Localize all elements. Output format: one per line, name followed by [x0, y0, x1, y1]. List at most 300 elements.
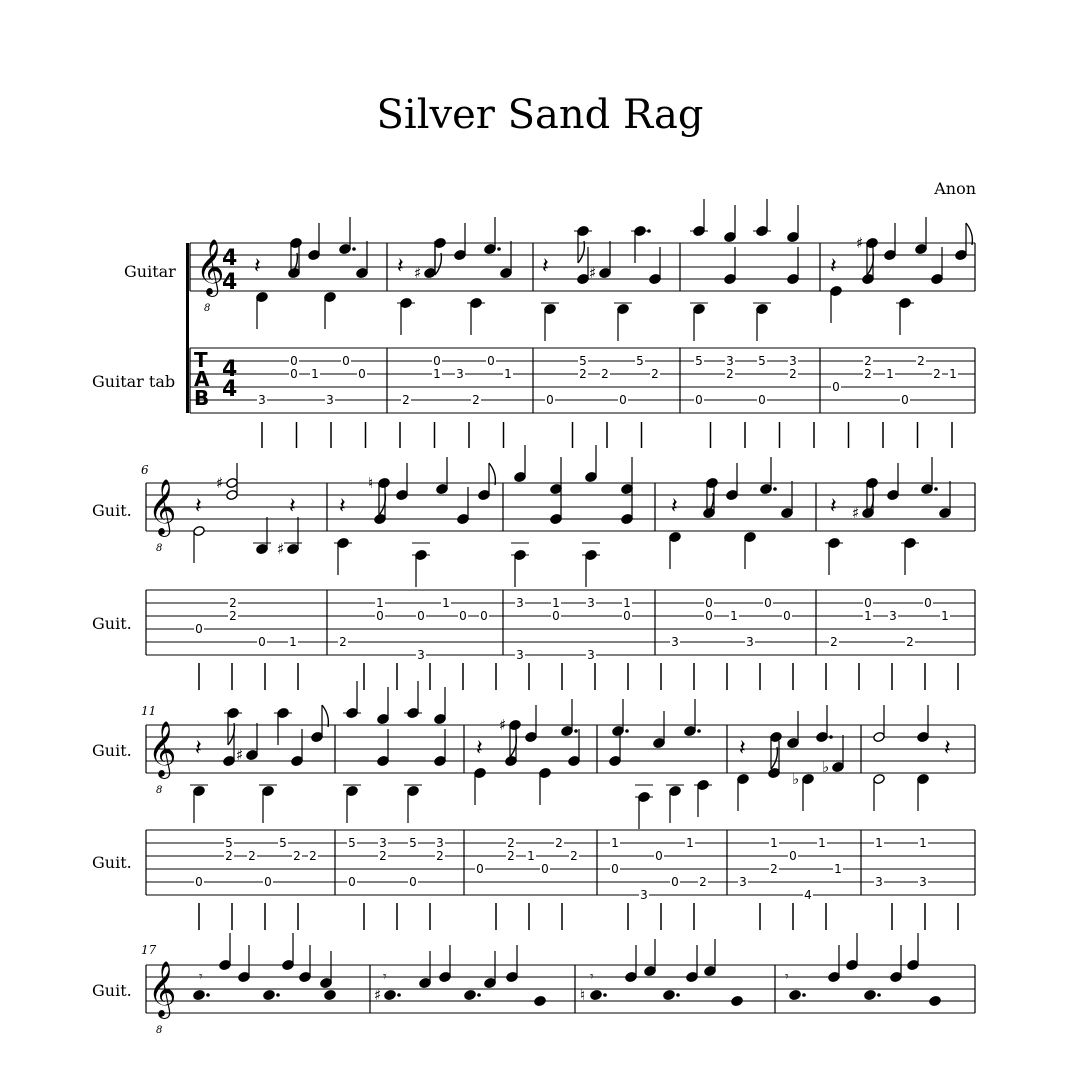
- tab-fret-number: 5: [225, 836, 233, 850]
- tab-fret-number: 3: [436, 836, 444, 850]
- tab-fret-number: 1: [289, 635, 297, 649]
- time-sig-bottom: 4: [222, 270, 238, 295]
- notehead: [787, 273, 800, 284]
- tab-instrument-name-full: Guitar tab: [92, 372, 176, 391]
- notehead: [873, 731, 886, 742]
- notehead: [724, 231, 737, 242]
- tab-fret-number: 5: [695, 354, 703, 368]
- notehead: [787, 231, 800, 242]
- notehead: [378, 477, 391, 488]
- eighth-rest-icon: 𝄾: [785, 969, 789, 985]
- note-flag: [771, 747, 777, 769]
- notehead: [585, 471, 598, 482]
- tab-fret-number: 0: [290, 367, 298, 381]
- tab-fret-number: 2: [570, 849, 578, 863]
- tab-fret-number: 2: [225, 849, 233, 863]
- notehead: [346, 785, 359, 796]
- notehead: [663, 989, 676, 1000]
- notehead: [612, 725, 625, 736]
- tab-fret-number: 0: [480, 609, 488, 623]
- quarter-rest-icon: 𝄽: [671, 494, 678, 519]
- notehead: [649, 273, 662, 284]
- tab-fret-number: 0: [864, 596, 872, 610]
- notehead: [478, 489, 491, 500]
- notehead: [262, 785, 275, 796]
- notehead: [320, 977, 333, 988]
- staves-layer: [146, 239, 975, 1036]
- tab-fret-number: 1: [875, 836, 883, 850]
- notehead: [830, 285, 843, 296]
- clef-octave-mark: 8: [156, 543, 163, 554]
- notehead: [226, 489, 239, 500]
- instrument-name-short-2: Guit.: [92, 501, 132, 520]
- augmentation-dot: [352, 247, 356, 251]
- tab-fret-number: 0: [758, 393, 766, 407]
- notehead: [384, 989, 397, 1000]
- notehead: [419, 977, 432, 988]
- tab-fret-number: 0: [655, 849, 663, 863]
- tab-fret-number: 1: [864, 609, 872, 623]
- notehead: [324, 989, 337, 1000]
- notehead: [299, 971, 312, 982]
- quarter-rest-icon: 𝄽: [195, 736, 202, 761]
- tab-fret-number: 0: [376, 609, 384, 623]
- notehead: [505, 755, 518, 766]
- notehead: [464, 989, 477, 1000]
- measure-number-6: 6: [141, 463, 149, 477]
- tab-fret-number: 3: [587, 648, 595, 662]
- tab-fret-number: 0: [258, 635, 266, 649]
- note-flag: [322, 705, 328, 727]
- tab-fret-number: 1: [623, 596, 631, 610]
- notehead: [308, 249, 321, 260]
- tab-fret-number: 2: [229, 596, 237, 610]
- notehead: [263, 989, 276, 1000]
- tab-clef-letter: A: [194, 367, 210, 391]
- notehead: [644, 965, 657, 976]
- tab-fret-number: 1: [552, 596, 560, 610]
- notehead: [621, 483, 634, 494]
- tab-fret-number: 0: [342, 354, 350, 368]
- notehead: [226, 477, 239, 488]
- accidental: ♭: [792, 770, 800, 788]
- composer-name: Anon: [934, 179, 976, 198]
- notehead: [816, 731, 829, 742]
- tab-fret-number: 2: [864, 354, 872, 368]
- notehead: [866, 237, 879, 248]
- notehead: [625, 971, 638, 982]
- instrument-name-short-3: Guit.: [92, 741, 132, 760]
- notehead: [474, 767, 487, 778]
- tab-fret-number: 0: [783, 609, 791, 623]
- tab-fret-number: 0: [541, 862, 549, 876]
- quarter-rest-icon: 𝄽: [195, 494, 202, 519]
- tab-fret-number: 3: [640, 888, 648, 902]
- accidental: ♯: [236, 746, 244, 764]
- tab-fret-number: 0: [901, 393, 909, 407]
- notehead: [731, 995, 744, 1006]
- tab-fret-number: 0: [924, 596, 932, 610]
- notehead: [550, 483, 563, 494]
- quarter-rest-icon: 𝄽: [397, 254, 404, 279]
- notehead: [288, 267, 301, 278]
- accidental: ♯: [499, 716, 507, 734]
- notehead: [590, 989, 603, 1000]
- tab-fret-number: 1: [834, 862, 842, 876]
- augmentation-dot: [276, 993, 280, 997]
- tab-time-sig-bottom: 4: [222, 377, 238, 402]
- notehead: [693, 303, 706, 314]
- tab-fret-number: 0: [195, 875, 203, 889]
- notehead: [939, 507, 952, 518]
- notehead: [703, 507, 716, 518]
- notehead: [439, 971, 452, 982]
- tab-fret-number: 4: [804, 888, 812, 902]
- tab-time-sig-top: 4: [222, 357, 238, 382]
- notehead: [434, 237, 447, 248]
- tab-fret-number: 3: [671, 635, 679, 649]
- notehead: [193, 525, 206, 536]
- tab-fret-number: 2: [507, 836, 515, 850]
- notehead: [282, 959, 295, 970]
- tab-fret-number: 1: [941, 609, 949, 623]
- notehead: [873, 773, 886, 784]
- accidental: ♯: [852, 504, 860, 522]
- tab-fret-number: 1: [686, 836, 694, 850]
- tab-fret-number: 3: [587, 596, 595, 610]
- augmentation-dot: [829, 735, 833, 739]
- tab-fret-number: 0: [264, 875, 272, 889]
- notehead: [770, 731, 783, 742]
- notehead: [760, 483, 773, 494]
- quarter-rest-icon: 𝄽: [289, 494, 296, 519]
- tab-fret-number: 2: [830, 635, 838, 649]
- tab-fret-number: 1: [504, 367, 512, 381]
- augmentation-dot: [206, 993, 210, 997]
- notehead: [193, 989, 206, 1000]
- notehead: [917, 773, 930, 784]
- notehead: [550, 513, 563, 524]
- tab-fret-number: 2: [601, 367, 609, 381]
- tab-fret-number: 2: [555, 836, 563, 850]
- tab-fret-number: 2: [906, 635, 914, 649]
- tab-fret-number: 0: [832, 380, 840, 394]
- quarter-rest-icon: 𝄽: [830, 494, 837, 519]
- tab-name-short-3: Guit.: [92, 853, 132, 872]
- notehead: [356, 267, 369, 278]
- treble-clef-icon: 𝄞: [148, 479, 177, 535]
- notehead: [929, 995, 942, 1006]
- notehead: [311, 731, 324, 742]
- clef-octave-mark: 8: [156, 785, 163, 796]
- tab-fret-number: 2: [339, 635, 347, 649]
- tab-fret-number: 2: [789, 367, 797, 381]
- tab-fret-number: 5: [758, 354, 766, 368]
- tab-fret-number: 3: [875, 875, 883, 889]
- notehead: [424, 267, 437, 278]
- tab-fret-number: 1: [818, 836, 826, 850]
- tab-fret-number: 2: [402, 393, 410, 407]
- tab-fret-number: 3: [726, 354, 734, 368]
- tab-fret-number: 2: [229, 609, 237, 623]
- tab-clef-letter: T: [194, 348, 208, 372]
- tab-fret-number: 0: [358, 367, 366, 381]
- tab-fret-number: 5: [279, 836, 287, 850]
- notehead: [599, 267, 612, 278]
- augmentation-dot: [625, 729, 629, 733]
- tab-fret-number: 3: [326, 393, 334, 407]
- augmentation-dot: [397, 993, 401, 997]
- tab-fret-number: 3: [739, 875, 747, 889]
- tab-clef-letter: B: [194, 386, 210, 410]
- notehead: [866, 477, 879, 488]
- notehead: [789, 989, 802, 1000]
- quarter-rest-icon: 𝄽: [739, 736, 746, 761]
- quarter-rest-icon: 𝄽: [254, 254, 261, 279]
- tab-fret-number: 2: [726, 367, 734, 381]
- notehead: [539, 767, 552, 778]
- notehead: [931, 273, 944, 284]
- tab-fret-number: 0: [476, 862, 484, 876]
- quarter-rest-icon: 𝄽: [944, 736, 951, 761]
- tab-fret-number: 0: [459, 609, 467, 623]
- notehead: [846, 959, 859, 970]
- notehead: [726, 489, 739, 500]
- tab-fret-number: 2: [933, 367, 941, 381]
- tab-fret-number: 0: [705, 596, 713, 610]
- notehead: [561, 725, 574, 736]
- quarter-rest-icon: 𝄽: [830, 254, 837, 279]
- notehead: [724, 273, 737, 284]
- tab-fret-number: 1: [919, 836, 927, 850]
- score-title: Silver Sand Rag: [376, 92, 704, 138]
- notehead: [500, 267, 513, 278]
- notehead: [669, 531, 682, 542]
- notehead: [686, 971, 699, 982]
- tab-fret-number: 0: [619, 393, 627, 407]
- accidental: ♯: [277, 540, 285, 558]
- notehead: [744, 531, 757, 542]
- notehead: [484, 977, 497, 988]
- notehead: [219, 959, 232, 970]
- notehead: [534, 995, 547, 1006]
- notehead: [621, 513, 634, 524]
- instrument-name-short-4: Guit.: [92, 981, 132, 1000]
- notehead: [339, 243, 352, 254]
- note-flag: [489, 463, 495, 485]
- accidental: ♮: [580, 986, 586, 1004]
- tab-fret-number: 2: [507, 849, 515, 863]
- notehead: [684, 725, 697, 736]
- accidental: ♮: [368, 474, 374, 492]
- notehead: [434, 713, 447, 724]
- tab-fret-number: 1: [376, 596, 384, 610]
- notehead: [653, 737, 666, 748]
- tab-fret-number: 3: [516, 596, 524, 610]
- augmentation-dot: [934, 487, 938, 491]
- tab-fret-number: 5: [579, 354, 587, 368]
- notehead: [484, 243, 497, 254]
- notehead: [256, 291, 269, 302]
- notehead: [884, 249, 897, 260]
- augmentation-dot: [697, 729, 701, 733]
- tab-fret-number: 2: [864, 367, 872, 381]
- notehead: [256, 543, 269, 554]
- accidental: ♭: [822, 758, 830, 776]
- eighth-rest-icon: 𝄾: [383, 969, 387, 985]
- notehead: [223, 755, 236, 766]
- notehead: [377, 755, 390, 766]
- accidental: ♯: [374, 986, 382, 1004]
- tab-fret-number: 3: [258, 393, 266, 407]
- tab-fret-number: 1: [730, 609, 738, 623]
- notehead: [887, 489, 900, 500]
- tab-fret-number: 0: [348, 875, 356, 889]
- notehead: [890, 971, 903, 982]
- tab-fret-number: 1: [770, 836, 778, 850]
- tab-fret-number: 0: [290, 354, 298, 368]
- notehead: [407, 785, 420, 796]
- notehead: [864, 989, 877, 1000]
- notehead: [737, 773, 750, 784]
- notehead: [454, 249, 467, 260]
- eighth-rest-icon: 𝄾: [199, 969, 203, 985]
- tab-fret-number: 2: [472, 393, 480, 407]
- clef-octave-mark: 8: [204, 303, 211, 314]
- augmentation-dot: [802, 993, 806, 997]
- quarter-rest-icon: 𝄽: [339, 494, 346, 519]
- tab-fret-number: 0: [623, 609, 631, 623]
- tab-fret-number: 0: [695, 393, 703, 407]
- notehead: [568, 755, 581, 766]
- tab-numbers-layer: [194, 354, 958, 902]
- note-flag: [966, 223, 972, 245]
- tab-fret-number: 1: [611, 836, 619, 850]
- tab-fret-number: 0: [552, 609, 560, 623]
- notehead: [955, 249, 968, 260]
- notehead: [617, 303, 630, 314]
- notehead: [287, 543, 300, 554]
- notehead: [374, 513, 387, 524]
- notehead: [506, 971, 519, 982]
- tab-fret-number: 2: [651, 367, 659, 381]
- notehead: [768, 767, 781, 778]
- tab-fret-number: 0: [546, 393, 554, 407]
- tab-fret-number: 0: [433, 354, 441, 368]
- augmentation-dot: [877, 993, 881, 997]
- note-flag: [435, 253, 441, 275]
- tab-fret-number: 1: [311, 367, 319, 381]
- notehead: [907, 959, 920, 970]
- tab-fret-number: 3: [417, 648, 425, 662]
- accidental: ♯: [414, 264, 422, 282]
- notehead: [756, 303, 769, 314]
- tab-fret-number: 1: [949, 367, 957, 381]
- tab-fret-number: 2: [917, 354, 925, 368]
- tab-fret-number: 3: [919, 875, 927, 889]
- measure-number-17: 17: [141, 943, 157, 957]
- notehead: [290, 237, 303, 248]
- notehead: [436, 483, 449, 494]
- notehead: [525, 731, 538, 742]
- augmentation-dot: [676, 993, 680, 997]
- time-sig-top: 4: [222, 246, 238, 271]
- augmentation-dot: [574, 729, 578, 733]
- accidental: ♯: [589, 264, 597, 282]
- notehead: [706, 477, 719, 488]
- tab-fret-number: 0: [487, 354, 495, 368]
- augmentation-dot: [497, 247, 501, 251]
- note-flag: [578, 241, 584, 263]
- notehead: [917, 731, 930, 742]
- augmentation-dot: [603, 993, 607, 997]
- notehead: [577, 273, 590, 284]
- tab-fret-number: 0: [195, 622, 203, 636]
- notehead: [832, 761, 845, 772]
- quarter-rest-icon: 𝄽: [476, 736, 483, 761]
- tab-fret-number: 2: [293, 849, 301, 863]
- notehead: [396, 489, 409, 500]
- instrument-name-full: Guitar: [124, 262, 176, 281]
- tab-fret-number: 0: [764, 596, 772, 610]
- notehead: [781, 507, 794, 518]
- tab-fret-number: 1: [527, 849, 535, 863]
- notehead: [509, 719, 522, 730]
- tab-fret-number: 0: [409, 875, 417, 889]
- tab-fret-number: 2: [436, 849, 444, 863]
- tab-fret-number: 0: [789, 849, 797, 863]
- notehead: [802, 773, 815, 784]
- tab-fret-number: 0: [671, 875, 679, 889]
- tab-fret-number: 2: [379, 849, 387, 863]
- notehead: [434, 755, 447, 766]
- notehead: [514, 471, 527, 482]
- tab-fret-number: 2: [248, 849, 256, 863]
- augmentation-dot: [773, 487, 777, 491]
- treble-clef-icon: 𝄞: [148, 961, 177, 1017]
- eighth-rest-icon: 𝄾: [590, 969, 594, 985]
- treble-clef-icon: 𝄞: [148, 721, 177, 777]
- tab-fret-number: 2: [699, 875, 707, 889]
- tab-fret-number: 5: [348, 836, 356, 850]
- tab-fret-number: 3: [379, 836, 387, 850]
- notehead: [704, 965, 717, 976]
- tab-fret-number: 2: [579, 367, 587, 381]
- system-bracket: [186, 243, 189, 413]
- tab-fret-number: 5: [409, 836, 417, 850]
- tab-fret-number: 2: [770, 862, 778, 876]
- notehead: [609, 755, 622, 766]
- notehead: [921, 483, 934, 494]
- tab-fret-number: 0: [611, 862, 619, 876]
- notehead: [544, 303, 557, 314]
- tab-fret-number: 5: [636, 354, 644, 368]
- notehead: [193, 785, 206, 796]
- accidental: ♯: [856, 234, 864, 252]
- tab-fret-number: 1: [433, 367, 441, 381]
- notehead: [828, 971, 841, 982]
- notehead: [246, 749, 259, 760]
- notehead: [324, 291, 337, 302]
- tab-fret-number: 0: [417, 609, 425, 623]
- tab-name-short-2: Guit.: [92, 614, 132, 633]
- notehead: [238, 971, 251, 982]
- measure-number-11: 11: [141, 704, 157, 718]
- quarter-rest-icon: 𝄽: [542, 254, 549, 279]
- augmentation-dot: [477, 993, 481, 997]
- notehead: [669, 785, 682, 796]
- tab-fret-number: 1: [442, 596, 450, 610]
